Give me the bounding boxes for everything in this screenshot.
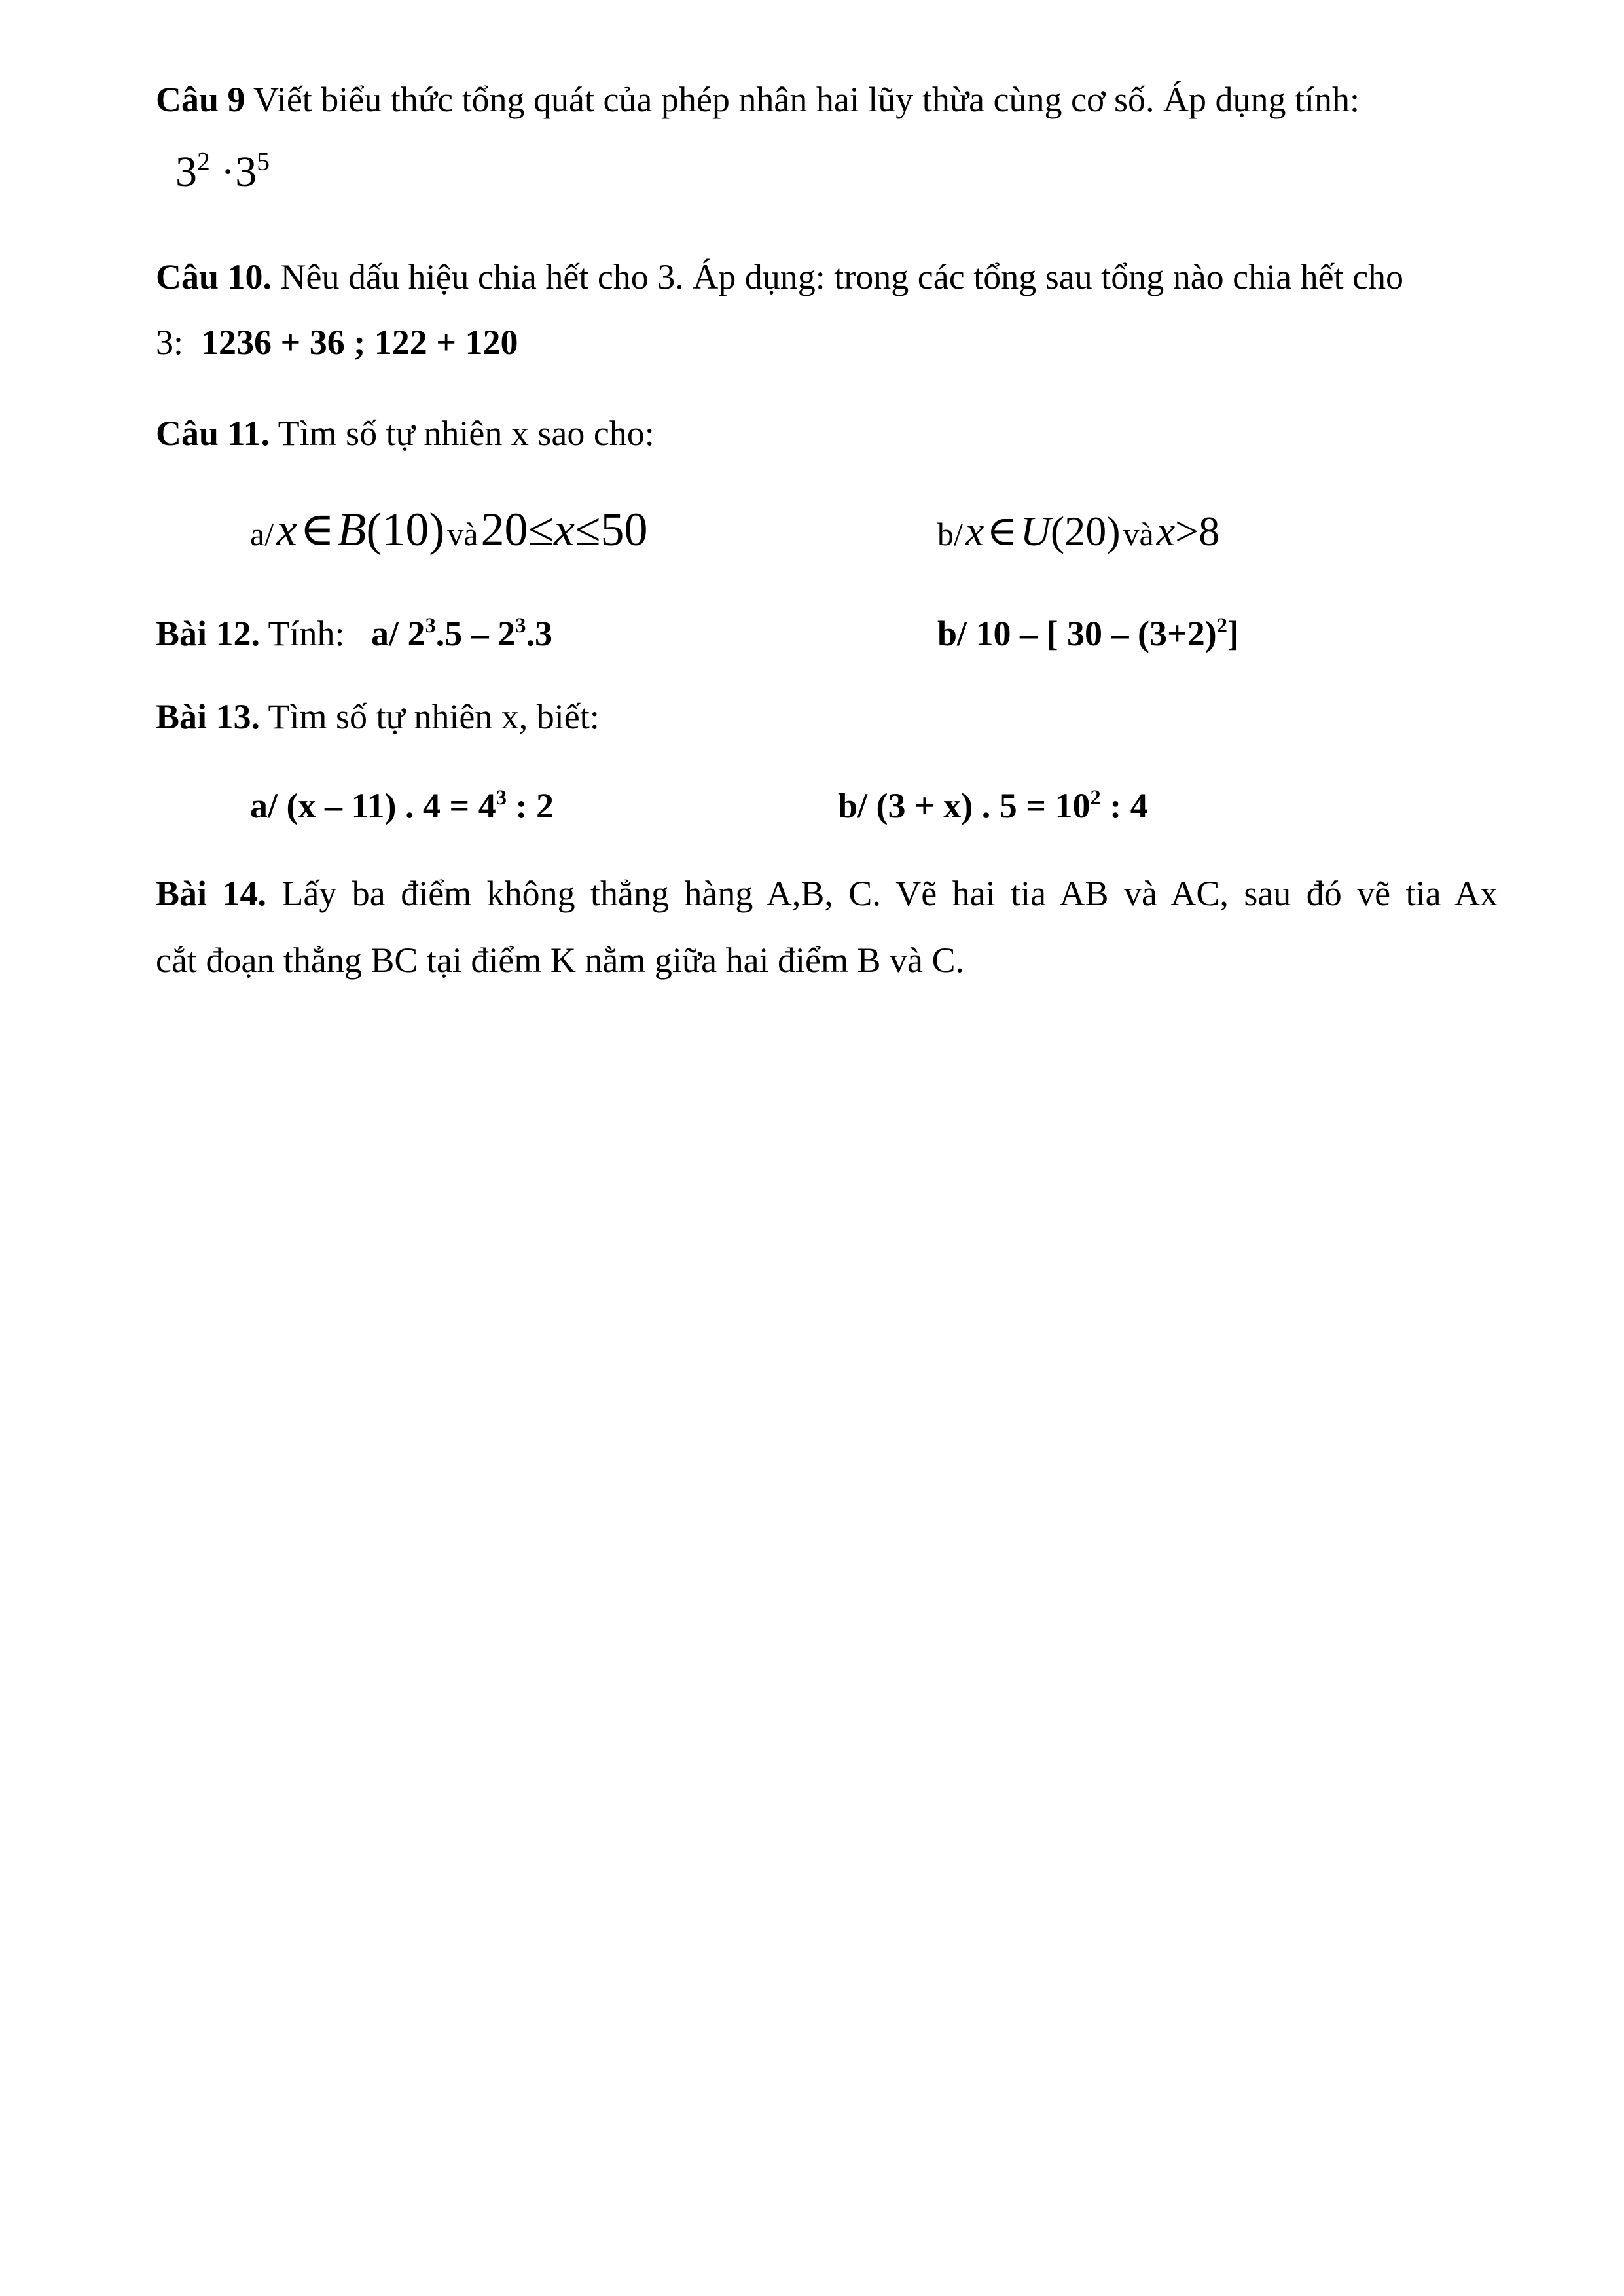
q9-dot: · [221, 148, 236, 196]
question-13 [156, 694, 600, 740]
q12-part-a: a/ $2^3.5 - 2^3.3$ [371, 613, 552, 653]
q9-exp1: 2 [197, 147, 210, 176]
q11a-conj: và [447, 516, 478, 552]
q11a-var: x [276, 503, 298, 556]
q11a-set: B [337, 503, 367, 556]
question-10-line2 [156, 319, 518, 365]
q11b-rel: ∈ [986, 508, 1018, 554]
q11b-var2: x [1156, 508, 1176, 554]
q10-label: Câu 10. [156, 257, 272, 296]
q11b-gt: > [1175, 508, 1199, 554]
question-9 [156, 77, 1471, 122]
q14-line1: Lấy ba điểm không thẳng hàng A,B, C. Vẽ hai tia AB và AC, sau đó vẽ tia Ax [266, 874, 1498, 913]
q11a-le1: ≤ [528, 503, 554, 556]
question-11 [156, 410, 655, 456]
q11-text: Tìm số tự nhiên x sao cho: [270, 414, 655, 453]
q12-part-b: b/ 10 – [ $30 - (3+2)^2$] [937, 613, 1239, 653]
question-12 [156, 611, 552, 656]
q11b-bound: 8 [1199, 508, 1220, 554]
q11b-arg: (20) [1050, 508, 1121, 554]
q11b-prefix: b/ [937, 516, 963, 552]
q13-part-a: a/ (x – 11) . $4 = 4^3$ : 2 [250, 785, 554, 825]
q9-base1: 3 [175, 148, 197, 196]
q11a-rel: ∈ [300, 503, 335, 556]
q9-exp2: 5 [257, 147, 270, 176]
q11-part-b [937, 504, 1219, 570]
q11-label: Câu 11. [156, 414, 270, 453]
q11a-lower: 20 [480, 503, 528, 556]
q9-base2: 3 [235, 148, 257, 196]
q10-sums: 1236 + 36 ; 122 + 120 [201, 323, 518, 362]
q11a-mid: x [554, 503, 575, 556]
q13-text: Tìm số tự nhiên x, biết: [260, 697, 600, 736]
q11a-prefix: a/ [250, 516, 274, 552]
q11-part-a [250, 500, 648, 572]
q11a-upper: 50 [600, 503, 648, 556]
q11a-le2: ≤ [574, 503, 601, 556]
q9-label: Câu 9 [156, 80, 245, 119]
q9-text: Viết biểu thức tổng quát của phép nhân hai lũy thừa cùng cơ số. Áp dụng tính: [245, 80, 1360, 119]
q14-line2: cắt đoạn thẳng BC tại điểm K nằm giữa hai điểm B và C. [156, 941, 965, 980]
q11b-conj: và [1123, 516, 1154, 552]
q11a-arg: (10) [366, 503, 445, 556]
q12-text: Tính: [260, 614, 345, 653]
question-14 [156, 870, 1498, 916]
q9-expression [175, 149, 270, 195]
q11b-var: x [965, 508, 984, 554]
q11b-set: U [1020, 508, 1051, 554]
q14-label: Bài 14. [156, 874, 266, 913]
q10-prefix: 3: [156, 323, 184, 362]
q10-text: Nêu dấu hiệu chia hết cho 3. Áp dụng: trong các tổng sau tổng nào chia hết cho [272, 257, 1404, 296]
q13-part-b: b/ (3 + x) . $5 = 10^2$ : 4 [838, 785, 1148, 825]
question-10 [156, 254, 1491, 300]
q12-label: Bài 12. [156, 614, 261, 653]
q13-label: Bài 13. [156, 697, 261, 736]
question-14-line2 [156, 937, 964, 983]
